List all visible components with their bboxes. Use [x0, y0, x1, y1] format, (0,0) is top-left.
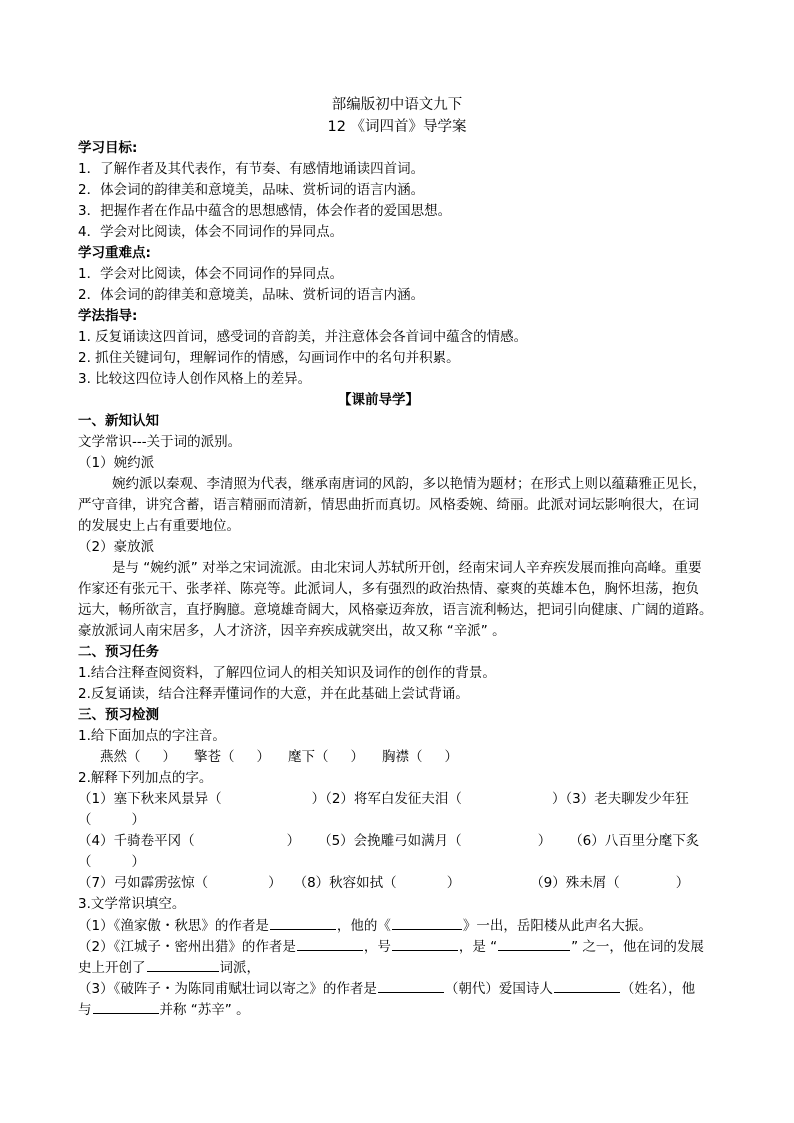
question-3: 3.文学常识填空。: [78, 896, 186, 912]
pinyin-item: 燕然（: [100, 749, 141, 765]
answer-blank[interactable]: [392, 936, 458, 951]
section-heading: 一、新知认知: [78, 413, 159, 429]
definition-row: （4）千骑卷平冈（ ） （5）会挽雕弓如满月（ ） （6）八百里分麾下炙: [78, 833, 700, 849]
key-point-item: 1．学会对比阅读，体会不同词作的异同点。: [78, 266, 344, 282]
haofang-paragraph: 是与 “婉约派” 对举之宋词流派。由北宋词人苏轼所开创，经南宋词人辛弃疾发展而推向高峰。重要: [112, 560, 702, 576]
haofang-paragraph: 作家还有张元干、张孝祥、陈亮等。此派词人，多有强烈的政治热情、豪爽的英雄本色，胸怀坦荡，抱负: [78, 581, 699, 597]
intro-text: 文学常识---关于词的派别。: [78, 434, 242, 450]
fill-blank-row: 史上开创了 词派，: [78, 957, 260, 979]
fill-blank-row: 与 并称 “苏辛” 。: [78, 999, 250, 1021]
method-item: 2. 抓住关键词句，理解词作的情感，勾画词作中的名句并积累。: [78, 350, 460, 366]
key-point-item: 2．体会词的韵律美和意境美，品味、赏析词的语言内涵。: [78, 287, 425, 303]
answer-blank[interactable]: [297, 936, 363, 951]
definition-row: （ ）: [78, 812, 145, 828]
goal-item: 1．了解作者及其代表作，有节奏、有感情地诵读四首词。: [78, 161, 425, 177]
pinyin-row: 燕然（ ） 擎苍（ ） 麾下（ ） 胸襟（ ）: [100, 749, 458, 765]
preview-banner: 【课前导学】: [338, 392, 419, 408]
task-item: 2.反复诵读，结合注释弄懂词作的大意，并在此基础上尝试背诵。: [78, 686, 469, 702]
pinyin-item: 胸襟（: [382, 749, 423, 765]
key-points-heading: 学习重难点:: [78, 245, 151, 261]
section-heading: 三、预习检测: [78, 707, 159, 723]
haofang-paragraph: 远大，畅所欲言，直抒胸臆。意境雄奇阔大，风格豪迈奔放，语言流利畅达，把词引向健康、广阔的道路。: [78, 602, 713, 618]
answer-blank[interactable]: [392, 915, 462, 930]
wanyue-paragraph: 婉约派以秦观、李清照为代表，继承南唐词的风韵，多以艳情为题材；在形式上则以蕴藉雅正见长，: [112, 476, 706, 492]
fill-blank-row: （3）《破阵子・为陈同甫赋壮词以寄之》的作者是 （朝代）爱国诗人 （姓名），他: [78, 978, 695, 1000]
answer-blank[interactable]: [554, 978, 620, 993]
fill-blank-row: （1）《渔家傲・秋思》的作者是 ，他的《 》一出，岳阳楼从此声名大振。: [78, 915, 652, 937]
task-item: 1.结合注释查阅资料，了解四位词人的相关知识及词作的创作的背景。: [78, 665, 496, 681]
haofang-heading: （2）豪放派: [78, 539, 155, 555]
pinyin-item: 擎苍（: [194, 749, 235, 765]
pinyin-item: 麾下（: [288, 749, 329, 765]
document-title: 部编版初中语文九下: [331, 97, 463, 113]
method-heading: 学法指导:: [78, 308, 138, 324]
wanyue-heading: （1）婉约派: [78, 455, 155, 471]
definition-row: （ ）: [78, 854, 145, 870]
answer-blank[interactable]: [147, 957, 219, 972]
wanyue-paragraph: 严守音律，讲究含蓄，语言精丽而清新，情思曲折而真切。风格委婉、绮丽。此派对词坛影响很大，在词: [78, 497, 699, 513]
document-subtitle: 12 《词四首》导学案: [327, 119, 467, 135]
answer-blank[interactable]: [270, 915, 336, 930]
goals-heading: 学习目标:: [78, 140, 138, 156]
question-1: 1.给下面加点的字注音。: [78, 728, 226, 744]
answer-blank[interactable]: [498, 936, 570, 951]
goal-item: 2．体会词的韵律美和意境美，品味、赏析词的语言内涵。: [78, 182, 425, 198]
goal-item: 3．把握作者在作品中蕴含的思想感情，体会作者的爱国思想。: [78, 203, 452, 219]
answer-blank[interactable]: [93, 999, 159, 1014]
section-heading: 二、预习任务: [78, 644, 159, 660]
definition-row: （1）塞下秋来风景异（ ）（2）将军白发征夫泪（ ）（3）老夫聊发少年狂: [78, 791, 689, 807]
question-2: 2.解释下列加点的字。: [78, 770, 213, 786]
goal-item: 4．学会对比阅读，体会不同词作的异同点。: [78, 224, 344, 240]
answer-blank[interactable]: [378, 978, 444, 993]
haofang-paragraph: 豪放派词人南宋居多，人才济济，因辛弃疾成就突出，故又称 “辛派” 。: [78, 623, 506, 639]
method-item: 1. 反复诵读这四首词，感受词的音韵美，并注意体会各首词中蕴含的情感。: [78, 329, 528, 345]
wanyue-paragraph: 的发展史上占有重要地位。: [78, 518, 240, 534]
method-item: 3. 比较这四位诗人创作风格上的差异。: [78, 371, 312, 387]
fill-blank-row: （2）《江城子・密州出猎》的作者是 ，号 ，是 “ ” 之一，他在词的发展: [78, 936, 704, 958]
definition-row: （7）弓如霹雳弦惊（ ） （8）秋容如拭（ ） （9）殊未屑（ ）: [78, 875, 690, 891]
